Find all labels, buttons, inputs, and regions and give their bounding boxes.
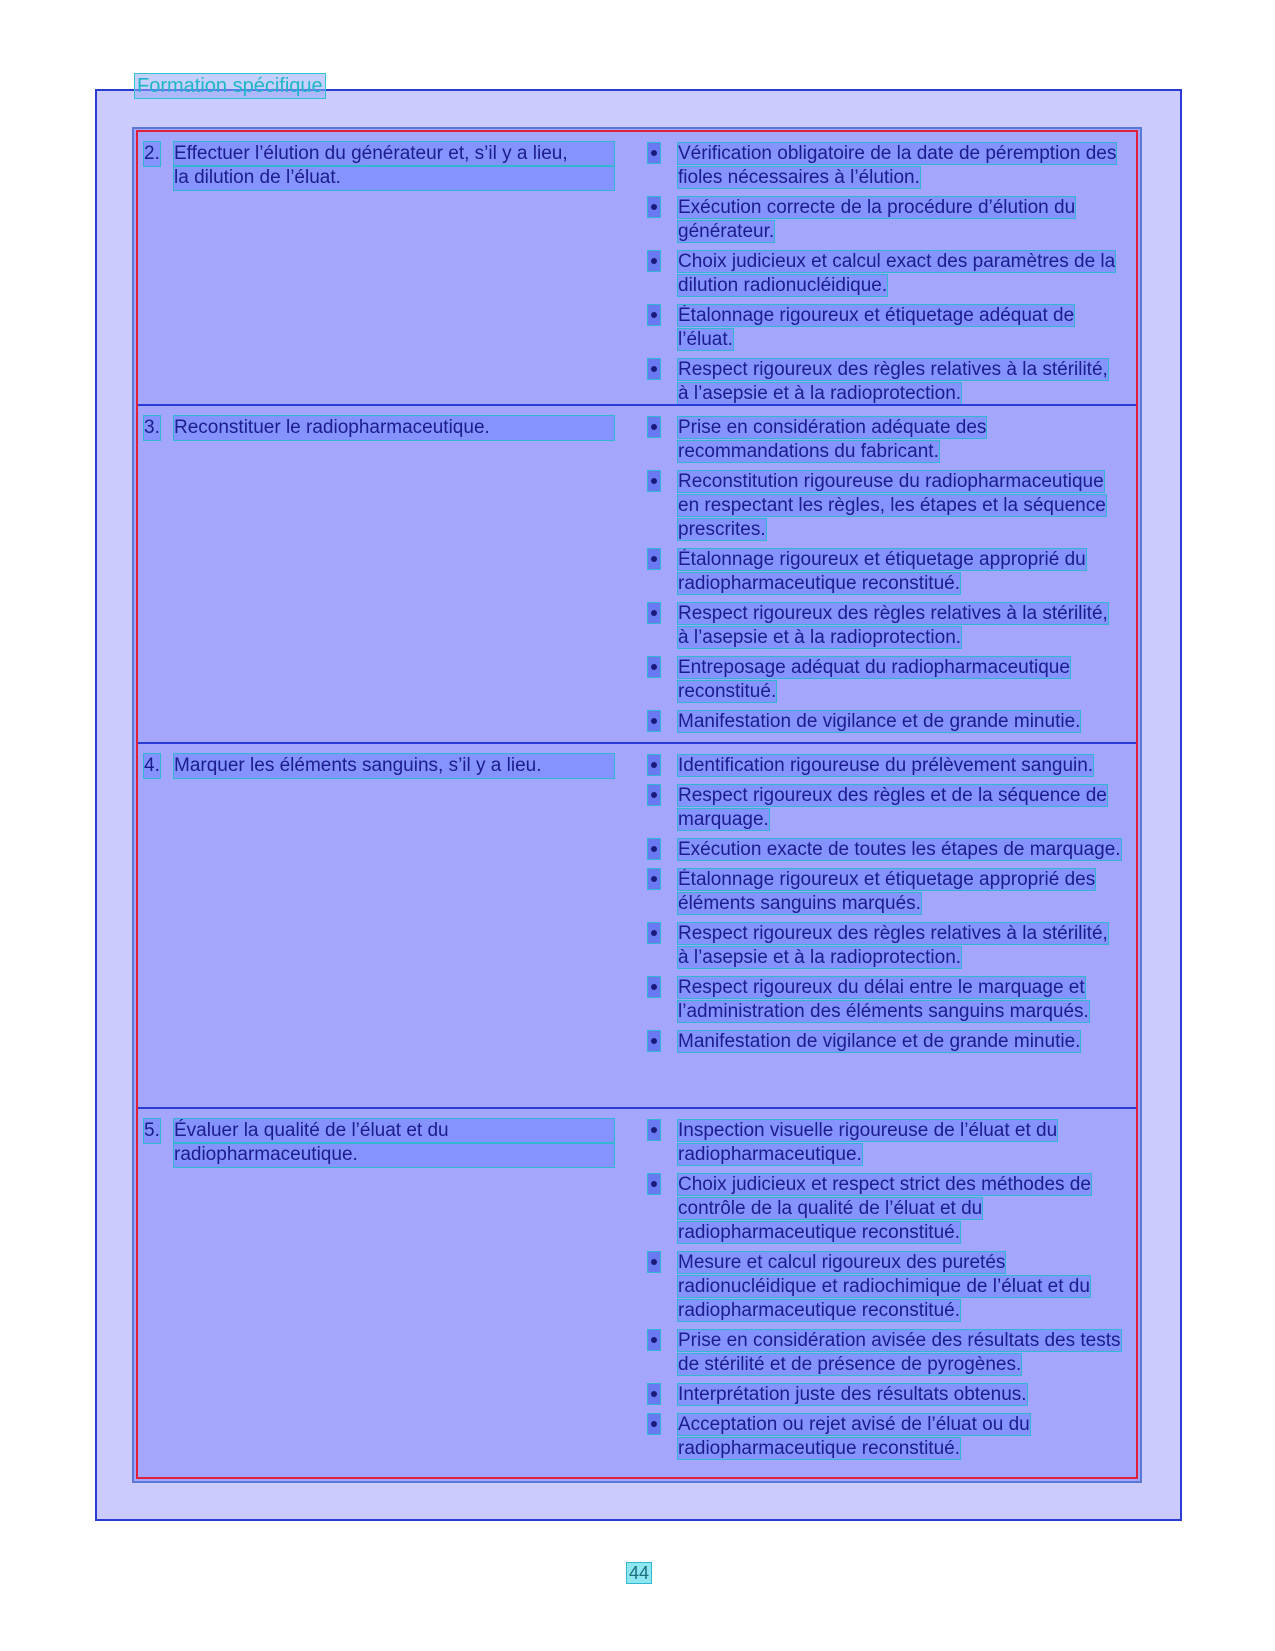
table-row	[138, 132, 1136, 404]
criteria-list	[648, 416, 1123, 740]
task-cell	[144, 754, 614, 778]
task-text: Évaluer la qualité de l’éluat et du	[174, 1119, 614, 1143]
table-row	[138, 1107, 1136, 1477]
table-row	[138, 742, 1136, 1107]
task-number: 2.	[144, 143, 160, 164]
criterion-text: Prise en considération avisée des résultats des tests de stérilité et de présence de pyrogènes.	[678, 1330, 1121, 1375]
criterion-text: Interprétation juste des résultats obtenus.	[678, 1384, 1027, 1405]
bullet-icon	[648, 977, 660, 997]
list-item	[648, 976, 1123, 1024]
bullet-icon	[648, 923, 660, 943]
task-number: 3.	[144, 417, 160, 438]
list-item	[648, 250, 1123, 298]
criterion-text: Étalonnage rigoureux et étiquetage approprié des éléments sanguins marqués.	[678, 869, 1096, 914]
list-item	[648, 838, 1123, 862]
list-item	[648, 196, 1123, 244]
list-item	[648, 922, 1123, 970]
criteria-list	[648, 1119, 1123, 1467]
list-item	[648, 304, 1123, 352]
page-number: 44	[629, 1563, 650, 1583]
bullet-icon	[648, 359, 660, 379]
task-text: Marquer les éléments sanguins, s’il y a lieu.	[174, 754, 614, 778]
list-item	[648, 548, 1123, 596]
criterion-text: Reconstitution rigoureuse du radiopharmaceutique en respectant les règles, les étapes et la séquence prescrites.	[678, 471, 1106, 540]
criterion-text: Manifestation de vigilance et de grande minutie.	[678, 1031, 1081, 1052]
bullet-icon	[648, 1252, 660, 1272]
list-item	[648, 710, 1123, 734]
criterion-text: Exécution exacte de toutes les étapes de marquage.	[678, 839, 1121, 860]
task-number: 4.	[144, 755, 160, 776]
list-item	[648, 1413, 1123, 1461]
criterion-text: Respect rigoureux des règles relatives à la stérilité, à l’asepsie et à la radioprotection.	[678, 359, 1108, 404]
table-row	[138, 404, 1136, 742]
task-text: Reconstituer le radiopharmaceutique.	[174, 416, 614, 440]
bullet-icon	[648, 1384, 660, 1404]
bullet-icon	[648, 1120, 660, 1140]
criterion-text: Acceptation ou rejet avisé de l’éluat ou du radiopharmaceutique reconstitué.	[678, 1414, 1030, 1459]
bullet-icon	[648, 1330, 660, 1350]
bullet-icon	[648, 657, 660, 677]
criterion-text: Respect rigoureux du délai entre le marquage et l’administration des éléments sanguins marqués.	[678, 977, 1089, 1022]
criterion-text: Identification rigoureuse du prélèvement sanguin.	[678, 755, 1094, 776]
task-text: Effectuer l’élution du générateur et, s’il y a lieu,	[174, 142, 614, 166]
list-item	[648, 416, 1123, 464]
list-item	[648, 868, 1123, 916]
criterion-text: Exécution correcte de la procédure d’élution du générateur.	[678, 197, 1076, 242]
bullet-icon	[648, 603, 660, 623]
criterion-text: Respect rigoureux des règles relatives à la stérilité, à l’asepsie et à la radioprotection.	[678, 923, 1108, 968]
list-item	[648, 1173, 1123, 1245]
list-item	[648, 784, 1123, 832]
section-title: Formation spécifique	[137, 75, 323, 97]
bullet-icon	[648, 1174, 660, 1194]
task-text: la dilution de l’éluat.	[174, 166, 614, 190]
task-number: 5.	[144, 1120, 160, 1141]
bullet-icon	[648, 869, 660, 889]
bullet-icon	[648, 471, 660, 491]
list-item	[648, 1383, 1123, 1407]
criteria-list	[648, 754, 1123, 1060]
bullet-icon	[648, 251, 660, 271]
bullet-icon	[648, 1031, 660, 1051]
list-item	[648, 142, 1123, 190]
bullet-icon	[648, 1414, 660, 1434]
list-item	[648, 358, 1123, 406]
criterion-text: Entreposage adéquat du radiopharmaceutique reconstitué.	[678, 657, 1070, 702]
task-cell	[144, 1119, 614, 1167]
list-item	[648, 1030, 1123, 1054]
bullet-icon	[648, 839, 660, 859]
list-item	[648, 656, 1123, 704]
bullet-icon	[648, 417, 660, 437]
bullet-icon	[648, 785, 660, 805]
bullet-icon	[648, 711, 660, 731]
bullet-icon	[648, 143, 660, 163]
criterion-text: Vérification obligatoire de la date de péremption des fioles nécessaires à l’élution.	[678, 143, 1117, 188]
criterion-text: Prise en considération adéquate des recommandations du fabricant.	[678, 417, 987, 462]
criterion-text: Manifestation de vigilance et de grande minutie.	[678, 711, 1081, 732]
criterion-text: Respect rigoureux des règles relatives à la stérilité, à l’asepsie et à la radioprotection.	[678, 603, 1108, 648]
list-item	[648, 754, 1123, 778]
criterion-text: Inspection visuelle rigoureuse de l’éluat et du radiopharmaceutique.	[678, 1120, 1058, 1165]
criterion-text: Respect rigoureux des règles et de la séquence de marquage.	[678, 785, 1107, 830]
list-item	[648, 1119, 1123, 1167]
criterion-text: Étalonnage rigoureux et étiquetage approprié du radiopharmaceutique reconstitué.	[678, 549, 1086, 594]
list-item	[648, 470, 1123, 542]
criterion-text: Mesure et calcul rigoureux des puretés radionucléidique et radiochimique de l’éluat et du radiopharmaceutique reconstitué.	[678, 1252, 1090, 1321]
criterion-text: Choix judicieux et calcul exact des paramètres de la dilution radionucléidique.	[678, 251, 1116, 296]
task-cell	[144, 142, 614, 190]
criterion-text: Choix judicieux et respect strict des méthodes de contrôle de la qualité de l’éluat et du radiopharmaceutique reconstitué.	[678, 1174, 1091, 1243]
criteria-list	[648, 142, 1123, 412]
list-item	[648, 1329, 1123, 1377]
list-item	[648, 602, 1123, 650]
list-item	[648, 1251, 1123, 1323]
bullet-icon	[648, 549, 660, 569]
bullet-icon	[648, 755, 660, 775]
criterion-text: Étalonnage rigoureux et étiquetage adéquat de l’éluat.	[678, 305, 1075, 350]
task-text: radiopharmaceutique.	[174, 1143, 614, 1167]
bullet-icon	[648, 305, 660, 325]
bullet-icon	[648, 197, 660, 217]
task-cell	[144, 416, 614, 440]
